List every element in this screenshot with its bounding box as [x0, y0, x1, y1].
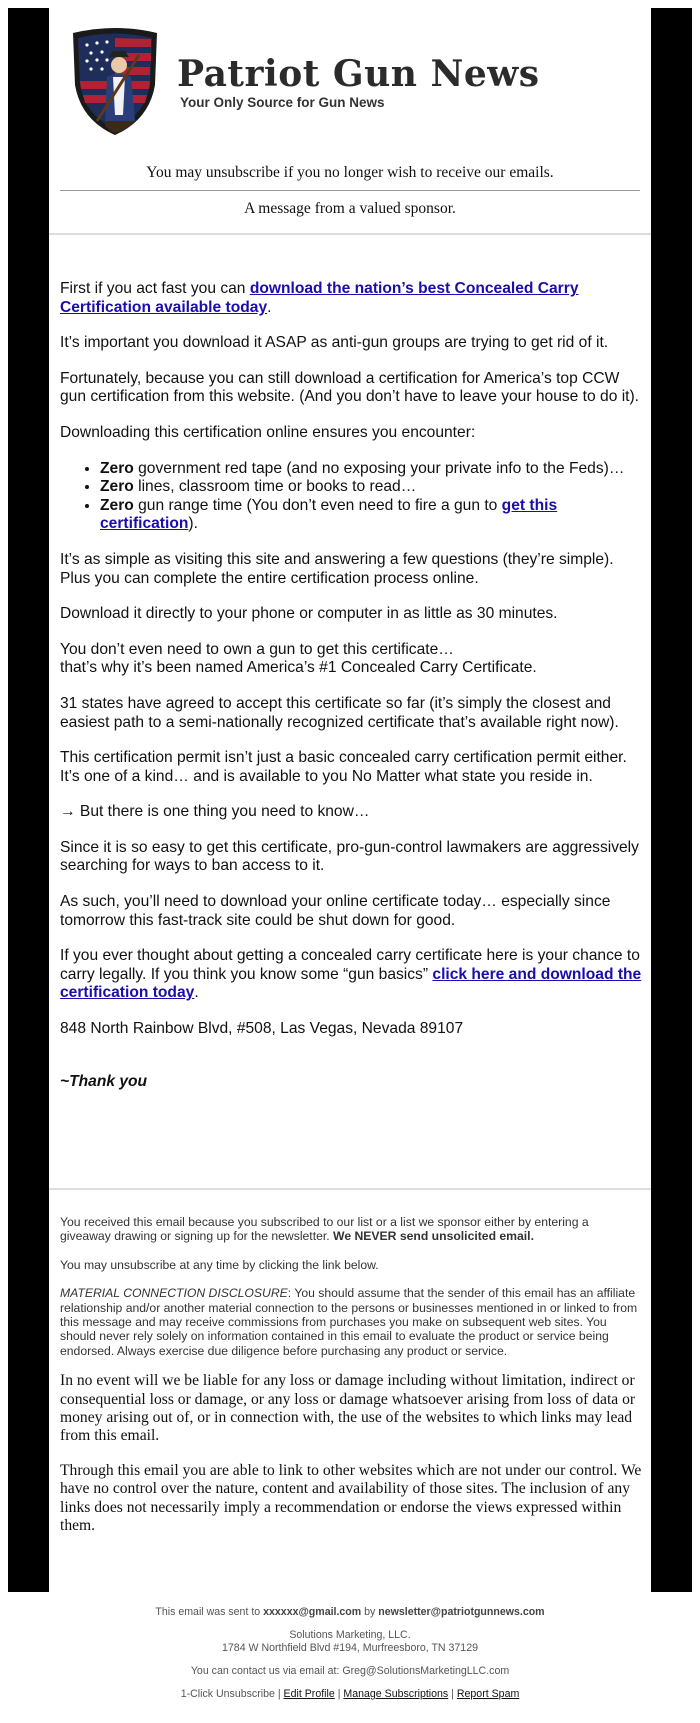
body-text: First if you act fast you can	[60, 280, 250, 297]
brand-title: Patriot Gun News	[177, 53, 540, 95]
contact-line	[0, 1665, 700, 1678]
body-paragraph: As such, you’ll need to download your online certificate today… especially since tomorrow this fast-track site could be shut down for good.	[60, 893, 611, 929]
body-paragraph: Downloading this certification online ensures you encounter:	[60, 423, 476, 441]
external-links-disclaimer: Through this email you are able to link to other websites which are not under our control. We have no control over the nature, content and availability of those sites. The inclusion of any links does not necessarily imply a recommendation or endorse the views expressed within them.	[60, 1461, 642, 1535]
separator: |	[274, 1688, 284, 1700]
sponsor-notice: A message from a valued sponsor.	[244, 200, 456, 217]
footer-links	[0, 1688, 700, 1701]
edit-profile-link[interactable]: Edit Profile	[283, 1688, 335, 1700]
body-text: .	[267, 298, 272, 316]
contact-email: Greg@SolutionsMarketingLLC.com	[342, 1665, 510, 1677]
body-paragraph: Download it directly to your phone or computer in as little as 30 minutes.	[60, 605, 558, 623]
list-item	[100, 478, 642, 497]
bullet-text: ).	[188, 515, 198, 533]
disclosure-heading: MATERIAL CONNECTION DISCLOSURE	[60, 1286, 288, 1301]
footer-text: by	[361, 1606, 379, 1618]
divider	[60, 190, 640, 191]
unsubscribe-info: You may unsubscribe at any time by clicking the link below.	[60, 1257, 379, 1272]
body-paragraph	[60, 641, 642, 678]
body-paragraph: Since it is so easy to get this certificate, pro-gun-control lawmakers are aggressively searching for ways to ban access to it.	[60, 838, 639, 875]
body-text: .	[194, 984, 199, 1002]
company-address: 1784 W Northfield Blvd #194, Murfreesboro, TN 37129	[222, 1642, 478, 1654]
get-certification-link[interactable]: get this certification	[100, 496, 558, 533]
separator: |	[334, 1688, 344, 1700]
sent-to-line	[0, 1606, 700, 1619]
company-name: Solutions Marketing, LLC.	[289, 1629, 411, 1641]
bullet-bold: Zero	[100, 478, 134, 496]
bullet-text: gun range time (You don’t even need to fire a gun to	[133, 496, 502, 514]
section-divider	[49, 233, 651, 235]
body-paragraph	[60, 280, 642, 317]
email-body	[60, 280, 642, 1108]
mailing-address: 848 North Rainbow Blvd, #508, Las Vegas, Nevada 89107	[60, 1020, 464, 1038]
bullet-bold: Zero	[100, 496, 134, 514]
patriot-shield-logo	[69, 25, 161, 137]
footer-text: This email was sent to	[155, 1606, 264, 1618]
click-here-download-link[interactable]: click here and download the certification today	[60, 965, 642, 1002]
separator: |	[448, 1688, 457, 1700]
email-card	[49, 8, 651, 1592]
one-click-unsubscribe-link[interactable]: 1-Click Unsubscribe	[180, 1688, 275, 1700]
no-spam-statement: We NEVER send unsolicited email.	[333, 1229, 534, 1244]
sender-email: newsletter@patriotgunnews.com	[378, 1606, 545, 1618]
body-paragraph	[60, 947, 642, 1003]
material-disclosure	[60, 1286, 642, 1358]
unsubscribe-notice: You may unsubscribe if you no longer wish to receive our emails.	[146, 164, 554, 181]
recipient-email: xxxxxx@gmail.com	[263, 1606, 362, 1618]
body-text: If you ever thought about getting a concealed carry certificate here is your chance to carry legally. If you think you know some “gun basics”	[60, 947, 640, 983]
list-item	[100, 460, 642, 479]
brand-tagline: Your Only Source for Gun News	[180, 95, 385, 110]
body-paragraph: Fortunately, because you can still download a certification for America’s top CCW gun certification from this website. (And you don’t have to leave your house to do it).	[60, 369, 640, 406]
body-paragraph: It’s as simple as visiting this site and answering a few questions (they’re simple). Plus you can complete the entire certification process online.	[60, 550, 614, 587]
email-footer	[0, 1606, 700, 1711]
disclaimer-text: You received this email because you subscribed to our list or a list we sponsor either by entering a giveaway drawing or signing up for the newsletter.	[60, 1215, 589, 1244]
list-item	[100, 497, 642, 534]
manage-subscriptions-link[interactable]: Manage Subscriptions	[343, 1688, 449, 1700]
disclosure-text: : You should assume that the sender of this email has an affiliate relationship and/or another material connection to the persons or businesses mentioned in or linked to from this message and may receive commissions from purchases you make on subsequent web sites. You should never rely solely on information contained in this email to evaluate the product or service being endorsed. Always exercise due diligence before purchasing any product or service.	[60, 1286, 638, 1358]
footer-text: You can contact us via email at:	[190, 1665, 343, 1677]
body-paragraph: → But there is one thing you need to know…	[60, 803, 370, 821]
body-paragraph: It’s important you download it ASAP as anti-gun groups are trying to get rid of it.	[60, 334, 609, 352]
body-text: that’s why it’s been named America’s #1 Concealed Carry Certificate.	[60, 659, 537, 677]
sign-off: ~Thank you	[60, 1072, 148, 1090]
report-spam-link[interactable]: Report Spam	[456, 1688, 520, 1700]
body-text: You don’t even need to own a gun to get this certificate…	[60, 640, 454, 658]
subscription-reason	[60, 1215, 642, 1244]
benefits-list	[60, 460, 642, 534]
body-paragraph: 31 states have agreed to accept this certificate so far (it’s simply the closest and easiest path to a semi-nationally recognized certificate that’s available right now).	[60, 694, 619, 731]
bullet-text: lines, classroom time or books to read…	[133, 478, 417, 496]
section-divider	[49, 1188, 651, 1190]
body-paragraph: This certification permit isn’t just a basic concealed carry certification permit either. It’s one of a kind… and is available to you No Matter what state you reside in.	[60, 749, 627, 785]
bullet-bold: Zero	[100, 459, 134, 477]
liability-disclaimer: In no event will we be liable for any loss or damage including without limitation, indirect or consequential loss or damage, or any loss or damage whatsoever arising from loss of data or money arising out of, or in connection with, the use of the websites to which links may lead from this email.	[60, 1372, 636, 1445]
disclaimer-section	[60, 1215, 642, 1552]
company-info	[0, 1629, 700, 1655]
download-certification-link[interactable]: download the nation’s best Concealed Carry Certification available today	[60, 280, 579, 316]
bullet-text: government red tape (and no exposing your private info to the Feds)…	[133, 459, 625, 477]
